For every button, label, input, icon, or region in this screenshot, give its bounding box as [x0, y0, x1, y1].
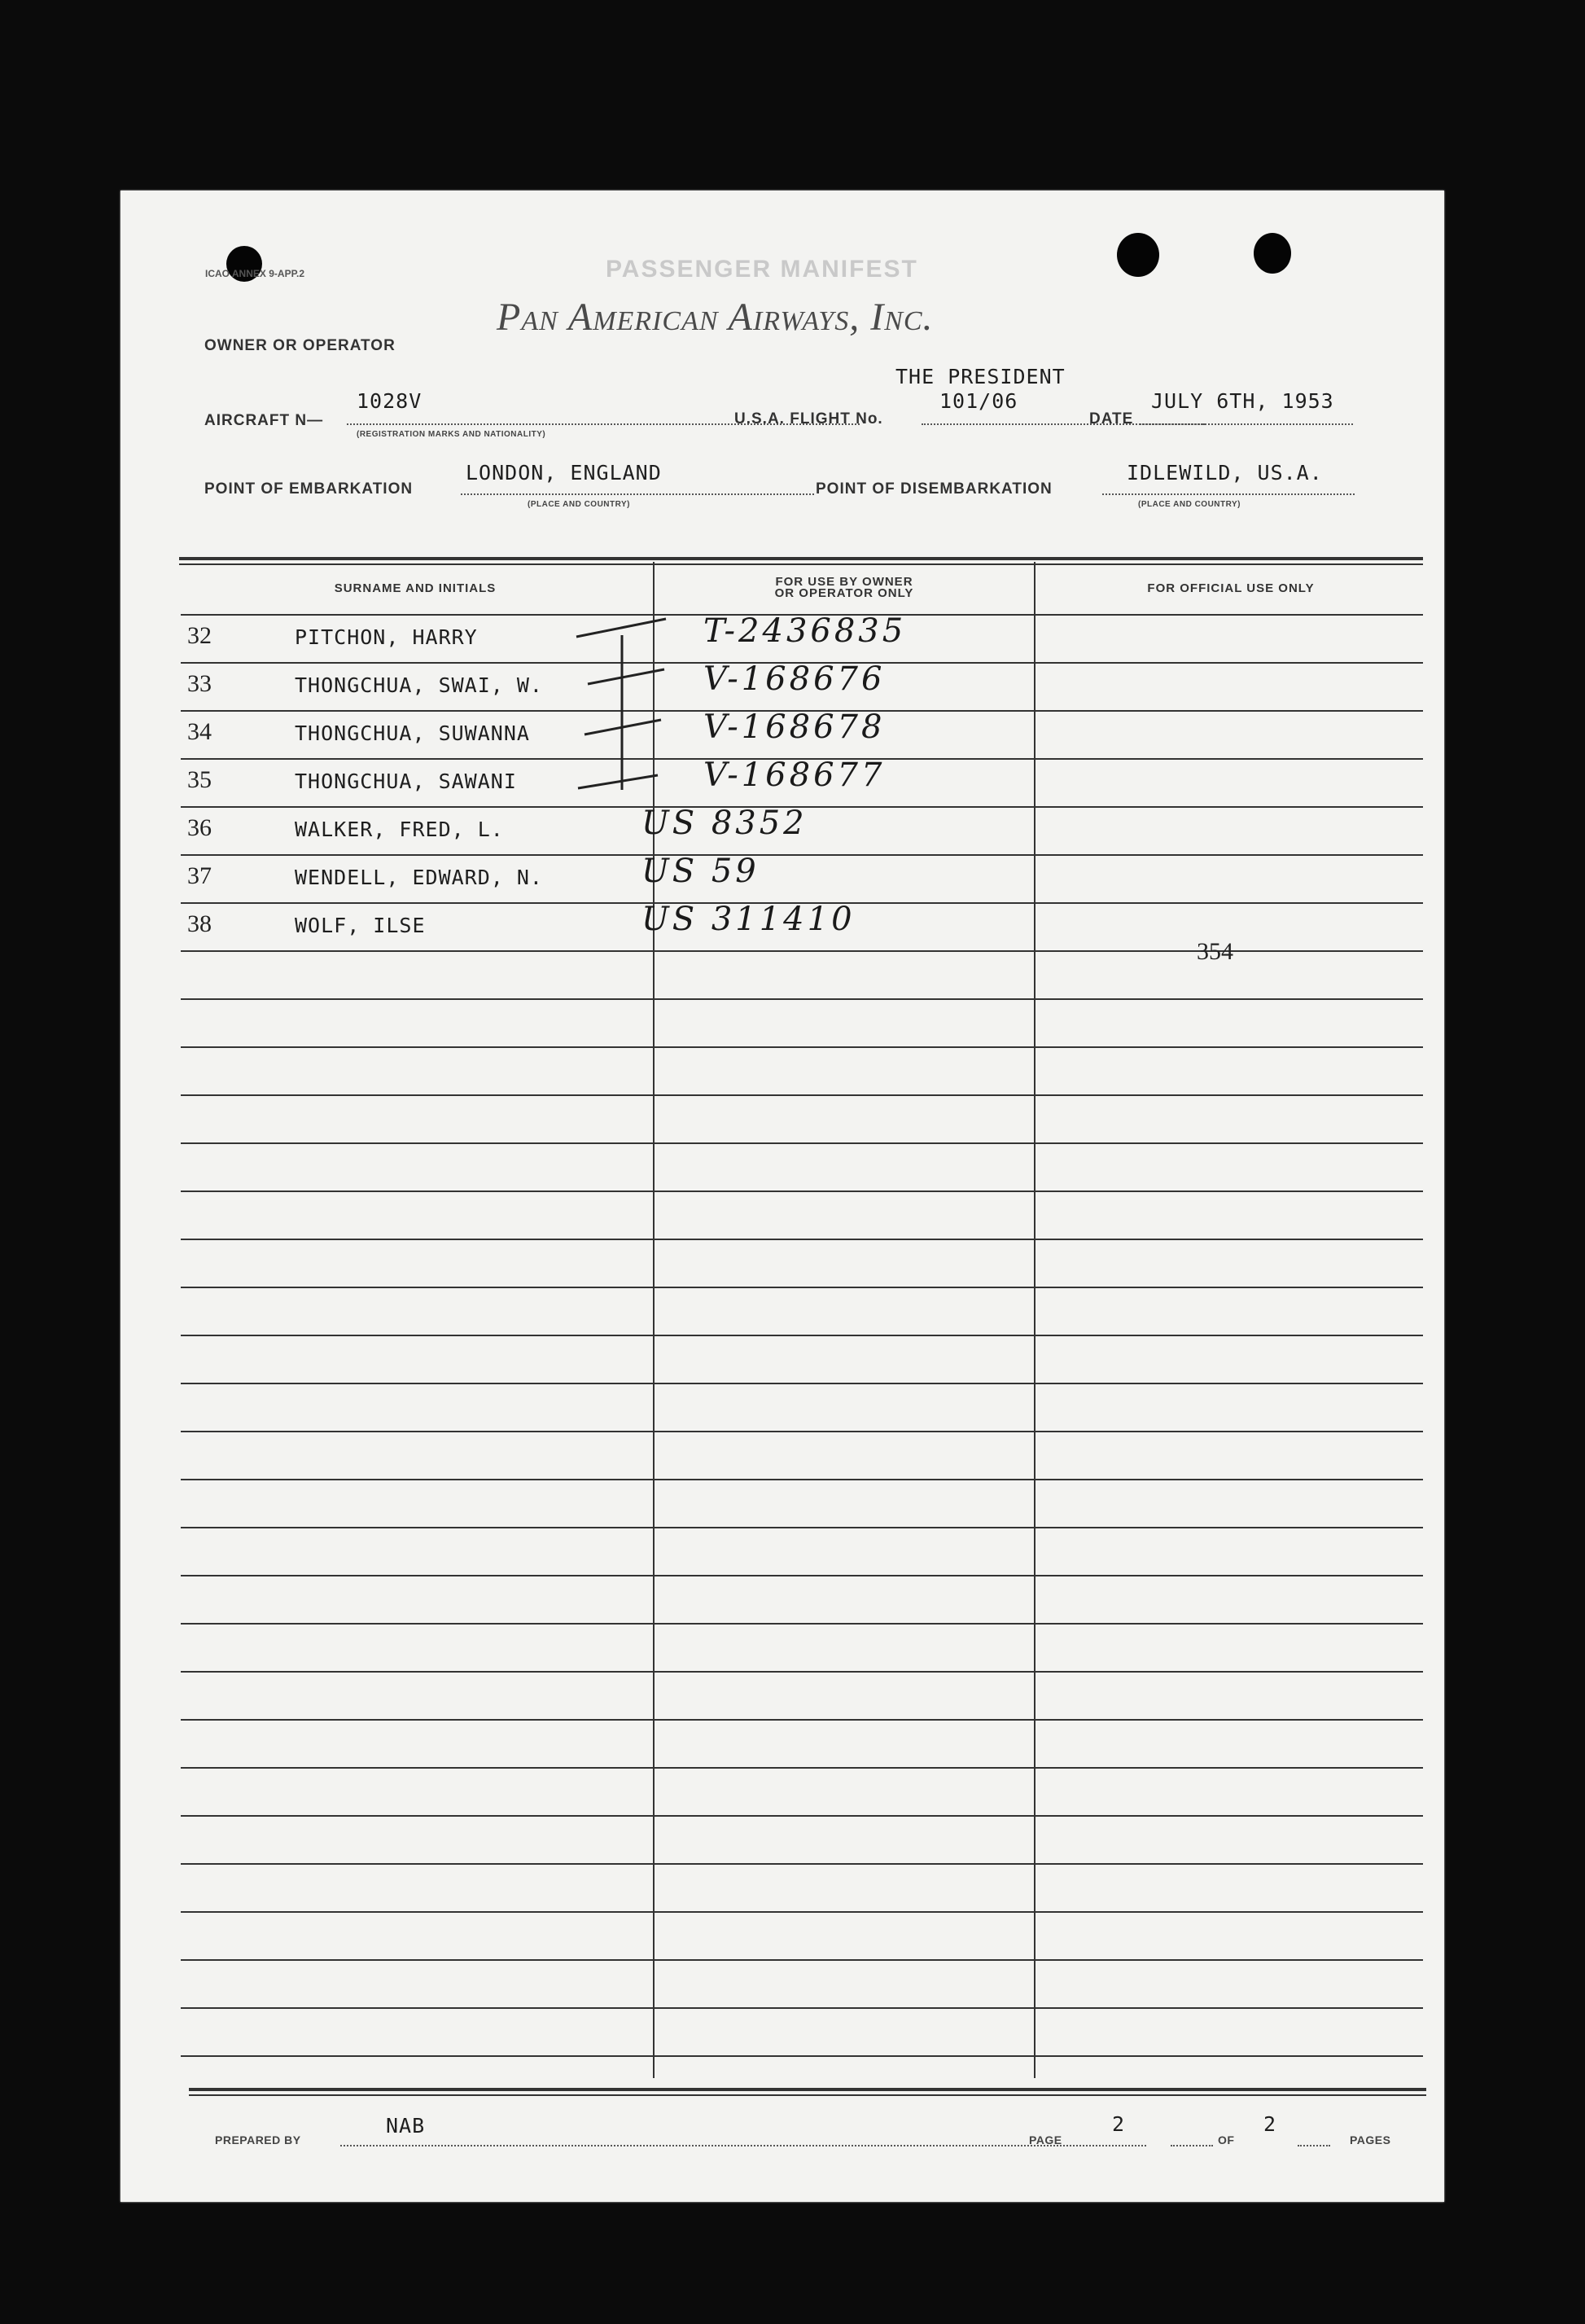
company-name: Pan American Airways, Inc.: [497, 296, 934, 339]
row-number: 36: [187, 814, 212, 841]
table-ruling: [181, 1671, 1423, 1673]
date-line: [1140, 423, 1353, 425]
header-official: FOR OFFICIAL USE ONLY: [1147, 581, 1315, 595]
table-ruling: [181, 1479, 1423, 1480]
page-label: PAGE: [1029, 2133, 1062, 2146]
owner-label: OWNER OR OPERATOR: [204, 337, 396, 354]
table-ruling: [181, 1239, 1423, 1240]
passenger-name: WENDELL, EDWARD, N.: [295, 866, 543, 889]
table-ruling: [181, 1767, 1423, 1769]
table-ruling: [181, 1527, 1423, 1528]
prepared-by-value: NAB: [386, 2114, 426, 2138]
disembarkation-note: (PLACE AND COUNTRY): [1138, 500, 1241, 509]
passenger-name: THONGCHUA, SAWANI: [295, 770, 517, 793]
owner-use-note: US 311410: [641, 901, 856, 938]
of-value: 2: [1263, 2112, 1277, 2136]
of-label: OF: [1218, 2133, 1235, 2146]
row-number: 35: [187, 766, 212, 793]
table-ruling: [181, 1575, 1423, 1576]
table-ruling: [181, 1815, 1423, 1817]
header-owner-line2: OR OPERATOR ONLY: [774, 586, 914, 600]
embarkation-note: (PLACE AND COUNTRY): [528, 500, 630, 509]
table-ruling: [181, 2055, 1423, 2057]
manifest-page: [120, 191, 1444, 2202]
table-ruling: [181, 1863, 1423, 1865]
embarkation-line: [461, 493, 814, 495]
aircraft-value: 1028V: [357, 389, 423, 413]
row-number: 33: [187, 670, 212, 697]
flight-value: 101/06: [939, 389, 1018, 413]
passenger-name: THONGCHUA, SUWANNA: [295, 721, 530, 745]
table-ruling: [181, 1287, 1423, 1288]
punch-hole: [1254, 233, 1291, 274]
table-bottom-rule: [189, 2088, 1426, 2091]
table-ruling: [181, 998, 1423, 1000]
table-ruling: [181, 1094, 1423, 1096]
disembarkation-label: POINT OF DISEMBARKATION: [816, 480, 1053, 498]
row-number: 38: [187, 910, 212, 937]
flight-label: U.S.A. FLIGHT No.: [734, 410, 883, 428]
owner-use-note: T-2436835: [703, 612, 907, 650]
owner-use-note: US 59: [641, 853, 760, 890]
owner-use-note: V-168677: [703, 756, 886, 794]
passenger-name: PITCHON, HARRY: [295, 625, 478, 649]
prepared-by-line: [340, 2145, 1146, 2146]
table-ruling: [181, 2007, 1423, 2009]
owner-use-note: US 8352: [641, 805, 808, 842]
table-top-rule-2: [179, 563, 1423, 565]
punch-hole: [1117, 233, 1159, 277]
row-number: 32: [187, 622, 212, 649]
embarkation-label: POINT OF EMBARKATION: [204, 480, 414, 498]
prepared-by-label: PREPARED BY: [215, 2133, 301, 2146]
row-number: 34: [187, 718, 212, 745]
passenger-name: WOLF, ILSE: [295, 914, 426, 937]
date-label: DATE: [1089, 410, 1134, 428]
flight-name: THE PRESIDENT: [895, 365, 1066, 388]
table-ruling: [181, 1335, 1423, 1336]
date-value: JULY 6TH, 1953: [1151, 389, 1334, 413]
aircraft-note: (REGISTRATION MARKS AND NATIONALITY): [357, 430, 546, 439]
owner-use-note: V-168678: [703, 708, 886, 746]
passenger-name: WALKER, FRED, L.: [295, 818, 504, 841]
table-ruling: [181, 1719, 1423, 1721]
aircraft-label: AIRCRAFT N—: [204, 412, 324, 429]
table-ruling: [181, 1431, 1423, 1432]
owner-use-note: V-168676: [703, 660, 886, 698]
official-stamp-number: 354: [1197, 938, 1233, 965]
form-reference: ICAO ANNEX 9-APP.2: [205, 268, 305, 279]
disembarkation-line: [1102, 493, 1355, 495]
disembarkation-value: IDLEWILD, US.A.: [1127, 461, 1323, 485]
handwritten-bracket: [576, 612, 674, 800]
table-ruling: [181, 1191, 1423, 1192]
embarkation-value: LONDON, ENGLAND: [466, 461, 662, 485]
of-line: [1298, 2145, 1330, 2146]
header-owner-line1: FOR USE BY OWNER: [775, 575, 913, 589]
table-ruling: [181, 1959, 1423, 1961]
table-row: [120, 805, 1423, 864]
passenger-name: THONGCHUA, SWAI, W.: [295, 673, 543, 697]
table-ruling: [181, 1623, 1423, 1625]
table-ruling: [181, 1046, 1423, 1048]
pages-label: PAGES: [1350, 2133, 1391, 2146]
table-bottom-rule-2: [189, 2094, 1426, 2096]
table-ruling: [181, 1383, 1423, 1384]
table-ruling: [181, 1911, 1423, 1913]
page-line: [1171, 2145, 1213, 2146]
ghost-title: PASSENGER MANIFEST: [606, 256, 918, 283]
table-top-rule: [179, 557, 1423, 560]
header-surname: SURNAME AND INITIALS: [334, 581, 497, 595]
page-value: 2: [1112, 2112, 1126, 2136]
row-number: 37: [187, 862, 212, 889]
table-ruling: [181, 1142, 1423, 1144]
